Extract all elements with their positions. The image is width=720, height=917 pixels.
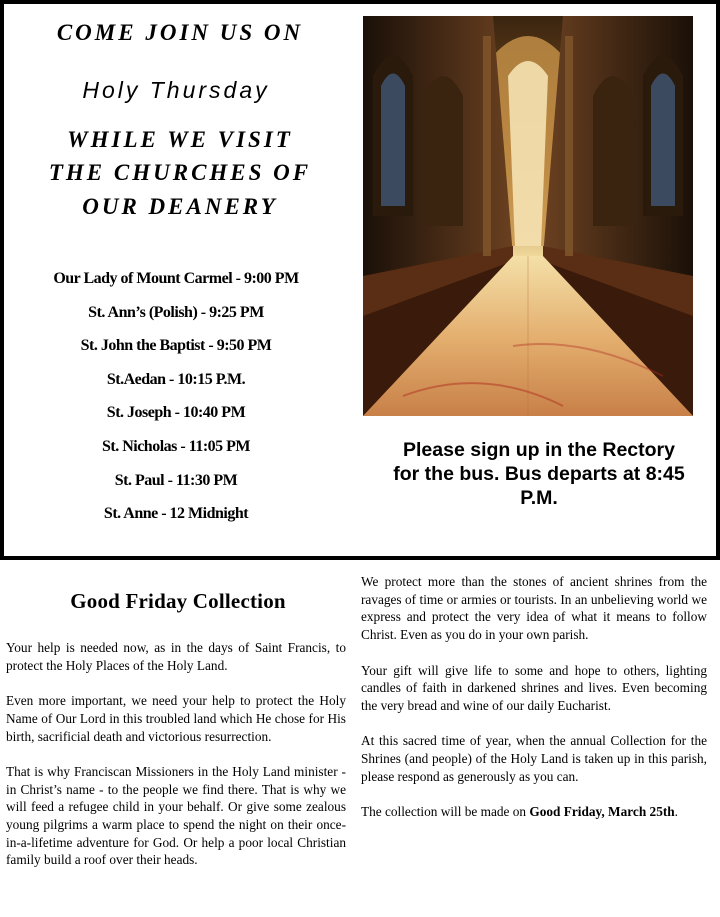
schedule-item: St. John the Baptist - 9:50 PM (80, 337, 272, 355)
collection-title: Good Friday Collection (70, 589, 286, 613)
church-schedule (0, 262, 352, 531)
schedule-item: St. Nicholas - 11:05 PM (101, 437, 251, 455)
cathedral-nave-photo (363, 16, 693, 416)
signup-line: for the bus. Bus departs at 8:45 (393, 463, 685, 485)
paragraph: We protect more than the stones of ancient shrines from the ravages of time or armies or tourists. In an unbelieving world we express and protect the very idea of what it means to follow Christ. Even as you do in your own parish. (361, 574, 707, 643)
signup-line: P.M. (520, 487, 558, 509)
paragraph: Your help is needed now, as in the days of Saint Francis, to protect the Holy Places of the Holy Land. (6, 640, 346, 673)
schedule-item: Our Lady of Mount Carmel - 9:00 PM (53, 270, 299, 287)
schedule-item: St.Aedan - 10:15 P.M. (106, 370, 246, 388)
flyer-heading-line4: OUR DEANERY (82, 194, 278, 219)
collection-right-column (361, 573, 707, 838)
paragraph: Even more important, we need your help to protect the Holy Name of Our Lord in this troubled land which He chose for His birth, sacrificial death and victorious resurrection. (6, 693, 346, 744)
paragraph: At this sacred time of year, when the annual Collection for the Shrines (and people) of the Holy Land is taken up in this parish, please respond as generously as you can. (361, 733, 707, 784)
closing-suffix: . (674, 804, 678, 820)
signup-line: Please sign up in the Rectory (403, 439, 675, 461)
paragraph: Your gift will give life to some and hope to others, lighting candles of faith in darkened shrines and lives. Even becoming the very bread and wine of our daily Eucharist. (361, 662, 707, 713)
schedule-item: St. Ann’s (Polish) - 9:25 PM (88, 303, 264, 321)
flyer-heading-line3: THE CHURCHES OF (48, 160, 312, 185)
schedule-item: St. Paul - 11:30 PM (114, 471, 238, 489)
collection-left-column (6, 639, 346, 887)
flyer-heading-line1: COME JOIN US ON (56, 20, 304, 45)
paragraph: That is why Franciscan Missioners in the Holy Land minister - in Christ’s name - to the people we find there. That is why we will feed a refugee child in your behalf. Or give some zealous young pilgrims a warm place to spend the night on their once-in-a-lifetime adventure for God. Or help a poor local Christian family build a roof over their heads. (6, 763, 346, 868)
bus-signup-notice (375, 438, 703, 510)
schedule-item: St. Joseph - 10:40 PM (106, 404, 246, 422)
flyer-subtitle: Holy Thursday (82, 77, 270, 103)
closing-paragraph (361, 803, 707, 821)
flyer-heading-line2: WHILE WE VISIT (67, 127, 293, 152)
closing-prefix: The collection will be made on (361, 804, 530, 820)
schedule-item: St. Anne - 12 Midnight (103, 505, 249, 523)
collection-date: Good Friday, March 25th (529, 804, 675, 820)
